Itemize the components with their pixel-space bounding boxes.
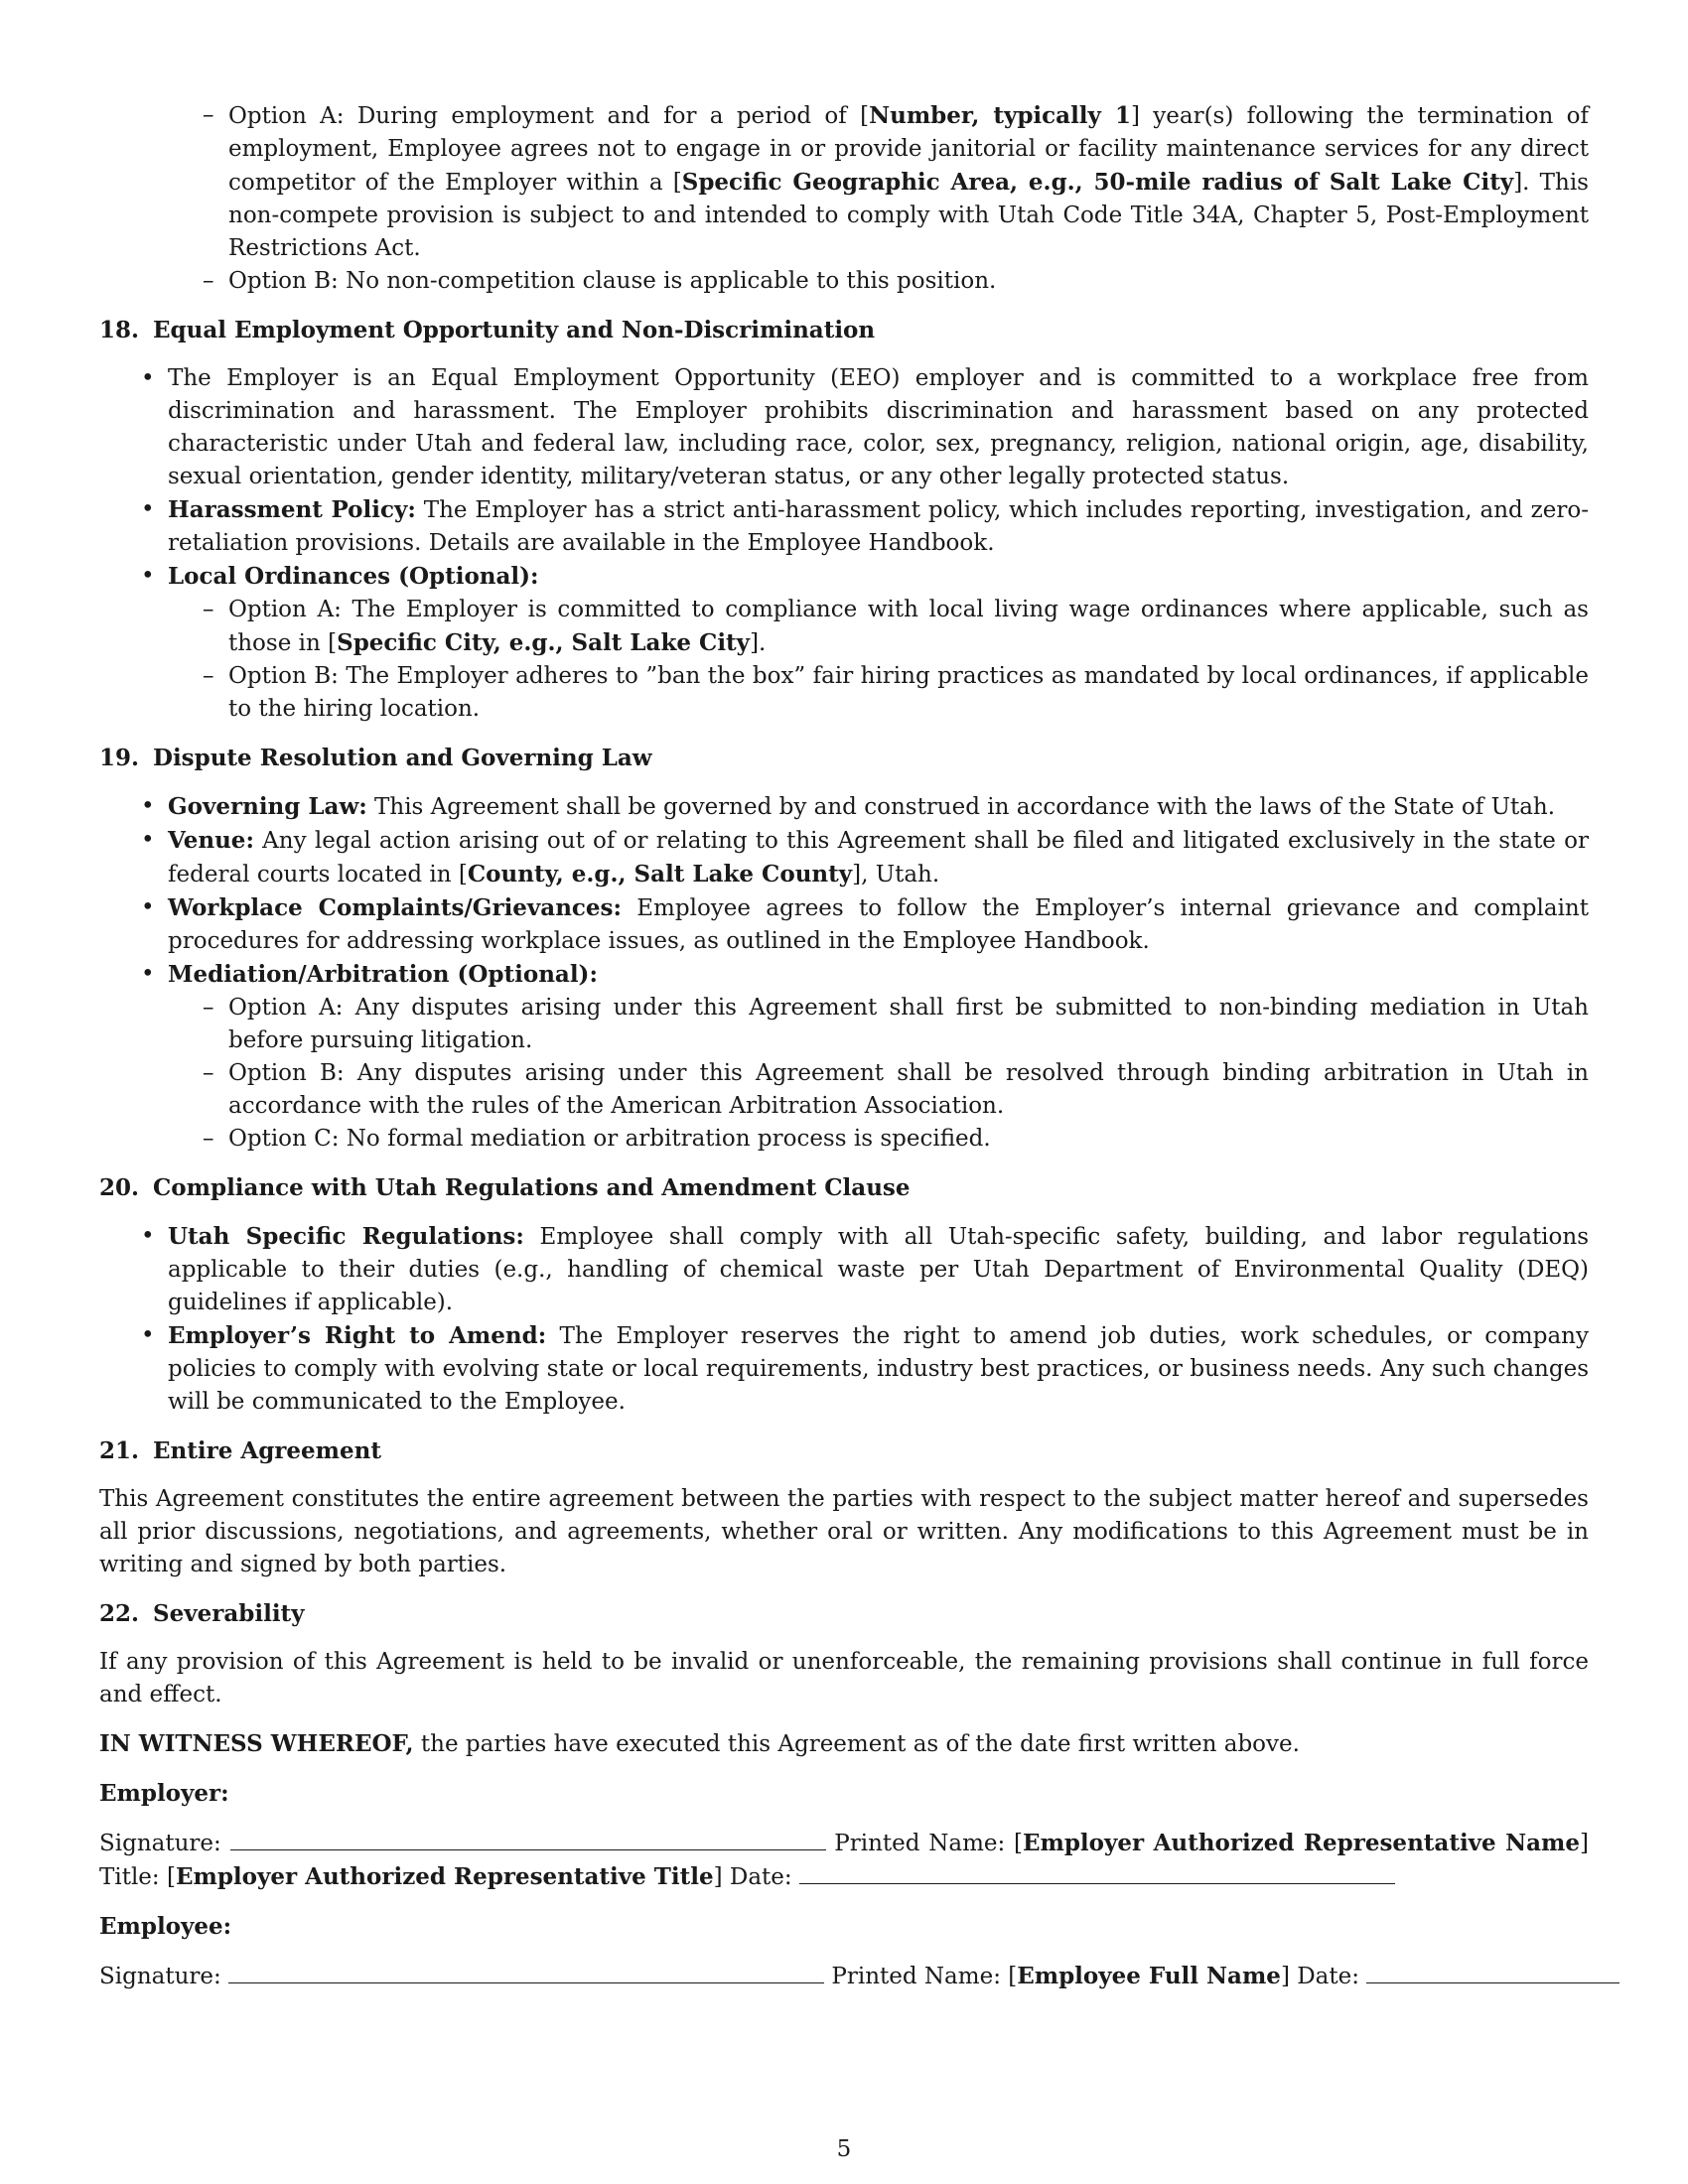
option-b-arbitration: – Option B: Any disputes arising under this Agreement shall be resolved through binding arbitration in Utah in accordance with the rules of the American Arbitration Association. [99,1057,1589,1123]
option-a-noncompete: – Option A: During employment and for a period of [Number, typically 1] year(s) following the termination of employment, Employee agrees not to engage in or provide janitorial or facility maintenance services for any direct competitor of the Employer within a [Specific Geographic Area, e.g., 50-mile radius of Salt Lake City]. This non-compete provision is subject to and intended to comply with Utah Code Title 34A, Chapter 5, Post-Employment Restrictions Act. [99,99,1589,265]
section-21-heading: 21. Entire Agreement [99,1437,381,1464]
option-c-none: – Option C: No formal mediation or arbitration process is specified. [99,1123,1589,1156]
employer-heading: Employer: [99,1780,229,1807]
employee-signature-block: Signature: Printed Name: [Employee Full Name] Date: [99,1960,1589,1993]
option-a-living-wage: – Option A: The Employer is committed to compliance with local living wage ordinances where applicable, such as those in [Specific City, e.g., Salt Lake City]. [99,594,1589,660]
document-page [99,99,1589,1993]
employer-date-line[interactable] [799,1861,1395,1884]
bullet-marker: • [141,793,155,819]
bullet-workplace-complaints: • Workplace Complaints/Grievances: Employee agrees to follow the Employer’s internal grievance and complaint procedures for addressing workplace issues, as outlined in the Employee Handbook. [99,891,1589,958]
bullet-local-ordinances: • Local Ordinances (Optional): [99,560,1589,594]
severability-text: If any provision of this Agreement is held to be invalid or unenforceable, the remaining provisions shall continue in full force and effect. [99,1649,1589,1707]
dash-marker: – [203,102,214,128]
bullet-marker: • [141,1322,155,1348]
option-b-noncompete: – Option B: No non-competition clause is applicable to this position. [99,265,1589,298]
dash-marker: – [203,268,214,294]
bullet-marker: • [141,894,155,920]
bullet-marker: • [141,961,155,987]
employee-heading: Employee: [99,1913,232,1940]
bullet-marker: • [141,827,155,853]
employee-signature-line[interactable] [228,1961,824,1983]
witness-statement: IN WITNESS WHEREOF, the parties have executed this Agreement as of the date first written above. [99,1730,1300,1757]
bullet-right-to-amend: • Employer’s Right to Amend: The Employer reserves the right to amend job duties, work schedules, or company policies to comply with evolving state or local requirements, industry best practices, or business needs. Any such changes will be communicated to the Employee. [99,1319,1589,1419]
entire-agreement-text: This Agreement constitutes the entire agreement between the parties with respect to the subject matter hereof and supersedes all prior discussions, negotiations, and agreements, whether oral or written. Any modifications to this Agreement must be in writing and signed by both parties. [99,1486,1589,1577]
bullet-marker: • [141,563,155,589]
bullet-venue: • Venue: Any legal action arising out of or relating to this Agreement shall be filed and litigated exclusively in the state or federal courts located in [County, e.g., Salt Lake County], Utah. [99,824,1589,891]
bullet-marker: • [141,365,155,391]
section-18-heading: 18. Equal Employment Opportunity and Non-Discrimination [99,317,876,343]
page-number: 5 [836,2136,852,2162]
dash-marker: – [203,663,214,689]
dash-marker: – [203,597,214,622]
section-19-heading: 19. Dispute Resolution and Governing Law [99,745,652,771]
bullet-marker: • [141,1223,155,1249]
bullet-utah-regulations: • Utah Specific Regulations: Employee shall comply with all Utah-specific safety, building, and labor regulations applicable to their duties (e.g., handling of chemical waste per Utah Department of Environmental Quality (DEQ) guidelines if applicable). [99,1220,1589,1319]
employee-date-line[interactable] [1366,1961,1619,1983]
option-b-ban-the-box: – Option B: The Employer adheres to ”ban the box” fair hiring practices as mandated by local ordinances, if applicable to the hiring location. [99,660,1589,726]
dash-marker: – [203,1126,214,1152]
employer-signature-line[interactable] [230,1828,826,1850]
bullet-eeo: • The Employer is an Equal Employment Opportunity (EEO) employer and is committed to a workplace free from discrimination and harassment. The Employer prohibits discrimination and harassment based on any protected characteristic under Utah and federal law, including race, color, sex, pregnancy, religion, national origin, age, disability, sexual orientation, gender identity, military/veteran status, or any other legally protected status. [99,362,1589,493]
option-a-mediation: – Option A: Any disputes arising under this Agreement shall first be submitted to non-binding mediation in Utah before pursuing litigation. [99,992,1589,1057]
section-22-heading: 22. Severability [99,1600,305,1627]
bullet-governing-law: • Governing Law: This Agreement shall be governed by and construed in accordance with the laws of the State of Utah. [99,790,1589,824]
bullet-marker: • [141,496,155,522]
dash-marker: – [203,995,214,1021]
section-20-heading: 20. Compliance with Utah Regulations and Amendment Clause [99,1174,911,1201]
dash-marker: – [203,1060,214,1086]
employer-signature-block: Signature: Printed Name: [Employer Authorized Representative Name] Title: [Employer Authorized Representative Title] Date: [99,1830,1589,1890]
bullet-harassment-policy: • Harassment Policy: The Employer has a strict anti-harassment policy, which includes reporting, investigation, and zero-retaliation provisions. Details are available in the Employee Handbook. [99,493,1589,560]
bullet-mediation-arbitration: • Mediation/Arbitration (Optional): [99,958,1589,992]
